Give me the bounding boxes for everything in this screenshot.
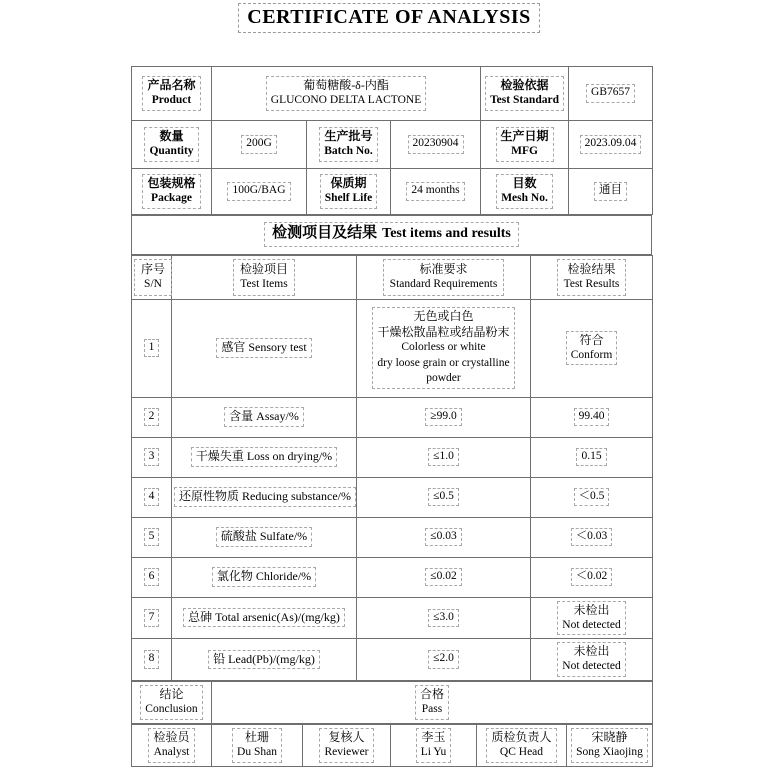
section-banner-en: Test items and results bbox=[382, 226, 511, 241]
row-sn: 3 bbox=[144, 448, 160, 467]
shelf-life-value: 24 months bbox=[406, 182, 464, 201]
row-item-cell bbox=[172, 437, 357, 477]
analyst-label: 检验员 Analyst bbox=[148, 728, 194, 763]
header-standard-requirements: 标准要求 Standard Requirements bbox=[383, 259, 505, 296]
package-label-cell bbox=[132, 169, 212, 215]
table-row bbox=[132, 299, 653, 397]
test-standard-value: GB7657 bbox=[586, 84, 635, 103]
header-item-cell bbox=[172, 255, 357, 299]
row-item-cell bbox=[172, 477, 357, 517]
mesh-no-value: 通目 bbox=[594, 182, 627, 201]
table-row bbox=[132, 169, 653, 215]
row-result-cell bbox=[531, 597, 653, 639]
mfg-label: 生产日期 MFG bbox=[496, 127, 554, 162]
row-result-cell bbox=[531, 477, 653, 517]
reviewer-name: 李玉 Li Yu bbox=[416, 728, 451, 763]
conclusion-table bbox=[131, 681, 653, 724]
row-result: 0.15 bbox=[576, 448, 606, 467]
row-result-cell bbox=[531, 557, 653, 597]
conclusion-value-cell bbox=[212, 681, 653, 723]
row-requirement: ≤0.5 bbox=[428, 488, 459, 507]
conclusion-value: 合格 Pass bbox=[415, 685, 449, 720]
section-banner-cell bbox=[132, 216, 652, 255]
mesh-value-cell bbox=[569, 169, 653, 215]
header-test-items: 检验项目 Test Items bbox=[233, 259, 295, 296]
product-label-cell bbox=[132, 67, 212, 121]
batch-no-label: 生产批号 Batch No. bbox=[319, 127, 378, 162]
mesh-label-cell bbox=[481, 169, 569, 215]
header-requirement-cell bbox=[357, 255, 531, 299]
batch-label-cell bbox=[307, 121, 391, 169]
table-row bbox=[132, 397, 653, 437]
row-result: 未检出 Not detected bbox=[557, 642, 625, 677]
row-item: 氯化物 Chloride/% bbox=[212, 567, 316, 586]
row-requirement: ≤1.0 bbox=[428, 448, 459, 467]
row-requirement-cell bbox=[357, 437, 531, 477]
row-requirement: ≤2.0 bbox=[428, 650, 459, 669]
row-item-cell bbox=[172, 557, 357, 597]
row-requirement-cell bbox=[357, 477, 531, 517]
row-item: 含量 Assay/% bbox=[224, 407, 304, 426]
row-item-cell bbox=[172, 397, 357, 437]
row-item-cell bbox=[172, 597, 357, 639]
row-requirement: ≤0.02 bbox=[425, 568, 461, 587]
row-requirement-cell bbox=[357, 397, 531, 437]
table-row bbox=[132, 437, 653, 477]
analyst-label-cell bbox=[132, 724, 212, 766]
header-sn-cell bbox=[132, 255, 172, 299]
table-row bbox=[132, 557, 653, 597]
row-result: ＜0.02 bbox=[571, 568, 613, 587]
table-header-row bbox=[132, 255, 653, 299]
table-row bbox=[132, 597, 653, 639]
row-item-cell bbox=[172, 639, 357, 681]
package-label: 包装规格 Package bbox=[142, 174, 200, 209]
table-row bbox=[132, 216, 652, 255]
table-row bbox=[132, 67, 653, 121]
test-standard-label-cell bbox=[481, 67, 569, 121]
row-requirement: 无色或白色 干燥松散晶粒或结晶粉末 Colorless or white dry loose grain or crystalline powder bbox=[372, 307, 514, 389]
row-result-cell bbox=[531, 639, 653, 681]
row-requirement: ≤0.03 bbox=[425, 528, 461, 547]
row-sn: 8 bbox=[144, 650, 160, 669]
row-requirement-cell bbox=[357, 517, 531, 557]
shelf-life-label: 保质期 Shelf Life bbox=[320, 174, 378, 209]
test-results-table bbox=[131, 255, 653, 681]
row-sn: 2 bbox=[144, 408, 160, 427]
signature-table bbox=[131, 724, 653, 767]
row-result-cell bbox=[531, 299, 653, 397]
row-sn: 5 bbox=[144, 528, 160, 547]
conclusion-label: 结论 Conclusion bbox=[140, 685, 202, 720]
row-result: ＜0.03 bbox=[571, 528, 613, 547]
product-value: 葡萄糖酸-δ-内酯 GLUCONO DELTA LACTONE bbox=[266, 76, 427, 111]
row-requirement-cell bbox=[357, 557, 531, 597]
row-item: 铅 Lead(Pb)/(mg/kg) bbox=[208, 650, 320, 669]
row-result-cell bbox=[531, 397, 653, 437]
reviewer-label: 复核人 Reviewer bbox=[319, 728, 373, 763]
test-standard-value-cell bbox=[569, 67, 653, 121]
row-result: 符合 Conform bbox=[566, 331, 618, 366]
qc-head-label: 质检负责人 QC Head bbox=[486, 728, 556, 763]
row-sn-cell bbox=[132, 477, 172, 517]
quantity-label: 数量 Quantity bbox=[144, 127, 198, 162]
reviewer-name-cell bbox=[391, 724, 477, 766]
row-requirement-cell bbox=[357, 639, 531, 681]
test-standard-label: 检验依据 Test Standard bbox=[485, 76, 564, 111]
row-result-cell bbox=[531, 517, 653, 557]
analyst-name: 杜珊 Du Shan bbox=[232, 728, 282, 763]
section-banner-table bbox=[131, 215, 652, 255]
section-banner-cn: 检测项目及结果 bbox=[272, 225, 378, 241]
shelf-life-value-cell bbox=[391, 169, 481, 215]
batch-no-value: 20230904 bbox=[408, 135, 464, 154]
header-result-cell bbox=[531, 255, 653, 299]
row-requirement-cell bbox=[357, 299, 531, 397]
mesh-no-label: 目数 Mesh No. bbox=[496, 174, 553, 209]
row-sn-cell bbox=[132, 299, 172, 397]
row-sn: 4 bbox=[144, 488, 160, 507]
package-value-cell bbox=[212, 169, 307, 215]
row-sn-cell bbox=[132, 517, 172, 557]
qc-head-name: 宋晓静 Song Xiaojing bbox=[571, 728, 648, 763]
reviewer-label-cell bbox=[303, 724, 391, 766]
row-sn: 6 bbox=[144, 568, 160, 587]
batch-value-cell bbox=[391, 121, 481, 169]
mfg-value: 2023.09.04 bbox=[580, 135, 642, 154]
section-banner bbox=[264, 222, 519, 247]
row-requirement: ≤3.0 bbox=[428, 609, 459, 628]
row-item: 还原性物质 Reducing substance/% bbox=[174, 487, 356, 506]
row-item: 干燥失重 Loss on drying/% bbox=[191, 447, 337, 466]
row-sn-cell bbox=[132, 597, 172, 639]
row-item: 感官 Sensory test bbox=[216, 338, 311, 357]
table-row bbox=[132, 517, 653, 557]
mfg-value-cell bbox=[569, 121, 653, 169]
row-item-cell bbox=[172, 517, 357, 557]
row-requirement-cell bbox=[357, 597, 531, 639]
package-value: 100G/BAG bbox=[227, 182, 290, 201]
header-test-results: 检验结果 Test Results bbox=[557, 259, 627, 296]
mfg-label-cell bbox=[481, 121, 569, 169]
table-row bbox=[132, 681, 653, 723]
quantity-label-cell bbox=[132, 121, 212, 169]
certificate-sheet bbox=[131, 66, 652, 767]
row-sn: 7 bbox=[144, 609, 160, 628]
row-result: 99.40 bbox=[574, 408, 610, 427]
row-sn-cell bbox=[132, 557, 172, 597]
title-container bbox=[0, 3, 778, 33]
row-sn-cell bbox=[132, 437, 172, 477]
row-sn: 1 bbox=[144, 339, 160, 358]
row-requirement: ≥99.0 bbox=[425, 408, 461, 427]
table-row bbox=[132, 724, 653, 766]
row-sn-cell bbox=[132, 397, 172, 437]
qc-head-label-cell bbox=[477, 724, 567, 766]
row-result: ＜0.5 bbox=[574, 488, 610, 507]
qc-head-name-cell bbox=[567, 724, 653, 766]
shelf-life-label-cell bbox=[307, 169, 391, 215]
row-item: 总砷 Total arsenic(As)/(mg/kg) bbox=[183, 608, 345, 627]
table-row bbox=[132, 639, 653, 681]
quantity-value-cell bbox=[212, 121, 307, 169]
product-value-cell bbox=[212, 67, 481, 121]
conclusion-label-cell bbox=[132, 681, 212, 723]
table-row bbox=[132, 121, 653, 169]
analyst-name-cell bbox=[212, 724, 303, 766]
row-item-cell bbox=[172, 299, 357, 397]
row-result: 未检出 Not detected bbox=[557, 601, 625, 636]
product-label: 产品名称 Product bbox=[142, 76, 200, 111]
product-info-table bbox=[131, 66, 653, 215]
page-title: CERTIFICATE OF ANALYSIS bbox=[238, 3, 539, 33]
row-result-cell bbox=[531, 437, 653, 477]
quantity-value: 200G bbox=[241, 135, 277, 154]
row-item: 硫酸盐 Sulfate/% bbox=[216, 527, 312, 546]
table-row bbox=[132, 477, 653, 517]
row-sn-cell bbox=[132, 639, 172, 681]
header-sn: 序号 S/N bbox=[134, 259, 172, 296]
